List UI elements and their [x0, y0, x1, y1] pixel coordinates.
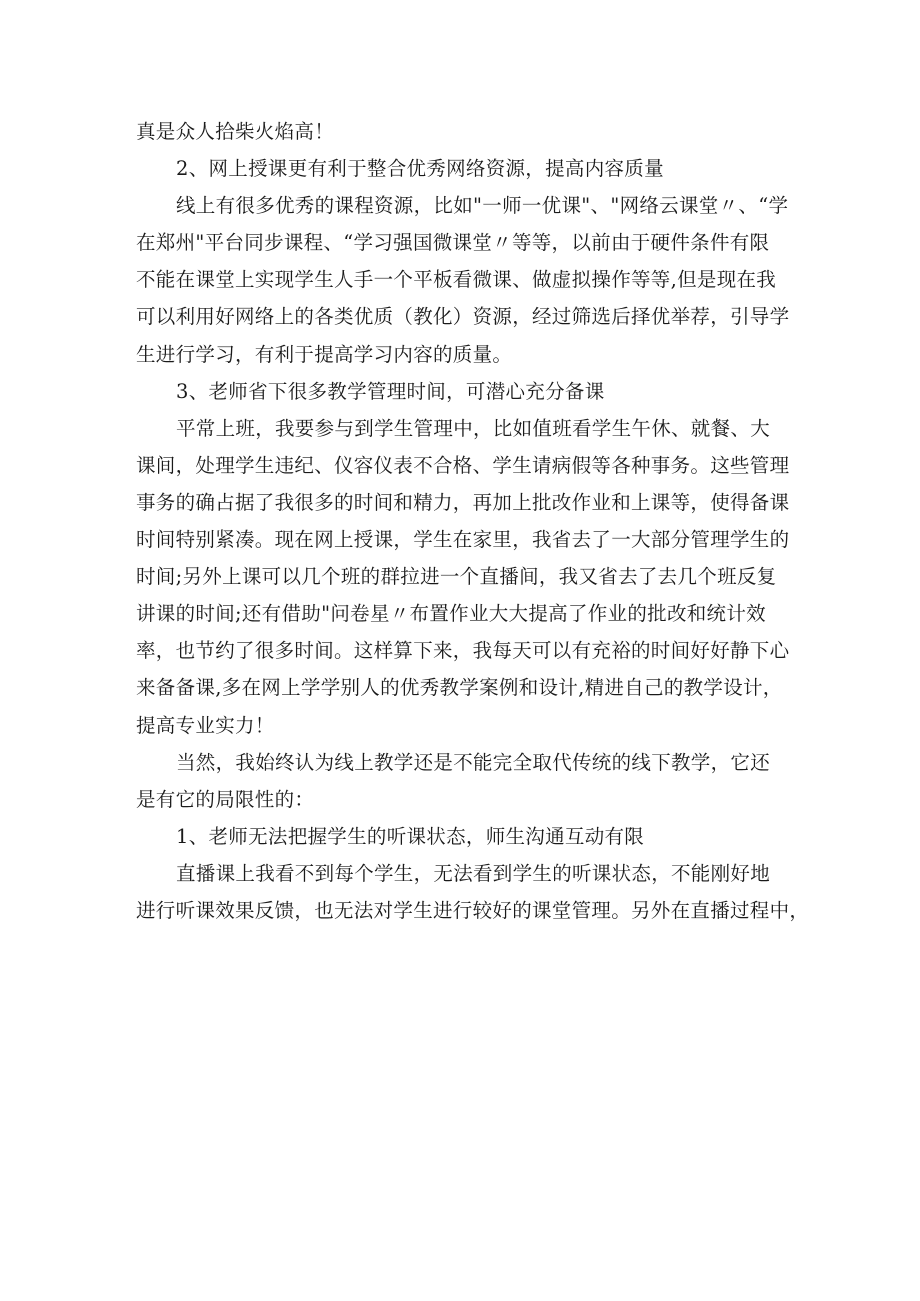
text-line: 在郑州"平台同步课程、“学习强国微课堂〃等等，以前由于硬件条件有限 — [136, 231, 770, 255]
text-line: 来备备课,多在网上学学别人的优秀教学案例和设计,精进自己的教学设计， — [136, 676, 783, 700]
text-line: 生进行学习，有利于提高学习内容的质量。 — [136, 342, 513, 366]
text-line: 可以利用好网络上的各类优质（教化）资源，经过筛选后择优举荐，引导学 — [136, 305, 790, 329]
body-text — [136, 113, 810, 929]
text-line: 课间，处理学生违纪、仪容仪表不合格、学生请病假等各种事务。这些管理 — [136, 453, 790, 477]
text-line: 提高专业实力！ — [136, 713, 275, 737]
text-line: 事务的确占据了我很多的时间和精力，再加上批改作业和上课等，使得备课 — [136, 490, 790, 514]
section-heading: 2、网上授课更有利于整合优秀网络资源，提高内容质量 — [176, 157, 664, 181]
text-line: 进行听课效果反馈，也无法对学生进行较好的课堂管理。另外在直播过程中， — [136, 898, 810, 922]
text-line: 不能在课堂上实现学生人手一个平板看微课、做虚拟操作等等,但是现在我 — [136, 268, 777, 292]
text-line: 率，也节约了很多时间。这样算下来，我每天可以有充裕的时间好好静下心 — [136, 639, 790, 663]
section-heading: 3、老师省下很多教学管理时间，可潜心充分备课 — [176, 379, 605, 403]
text-line: 线上有很多优秀的课程资源，比如"一师一优课"、"网络云课堂〃、“学 — [176, 194, 789, 218]
text-line: 直播课上我看不到每个学生，无法看到学生的听课状态，不能刚好地 — [176, 861, 771, 885]
text-line: 是有它的局限性的： — [136, 787, 315, 811]
text-line: 真是众人拾柴火焰高！ — [136, 120, 335, 143]
text-line: 讲课的时间;还有借助"问卷星〃布置作业大大提高了作业的批改和统计效 — [136, 602, 766, 626]
text-line: 当然，我始终认为线上教学还是不能完全取代传统的线下教学，它还 — [176, 750, 771, 774]
text-line: 时间;另外上课可以几个班的群拉进一个直播间，我又省去了去几个班反复 — [136, 565, 777, 589]
text-line: 时间特别紧凑。现在网上授课，学生在家里，我省去了一大部分管理学生的 — [136, 528, 790, 552]
text-line: 平常上班，我要参与到学生管理中，比如值班看学生午休、就餐、大 — [176, 416, 771, 440]
section-heading: 1、老师无法把握学生的听课状态，师生沟通互动有限 — [176, 824, 645, 848]
